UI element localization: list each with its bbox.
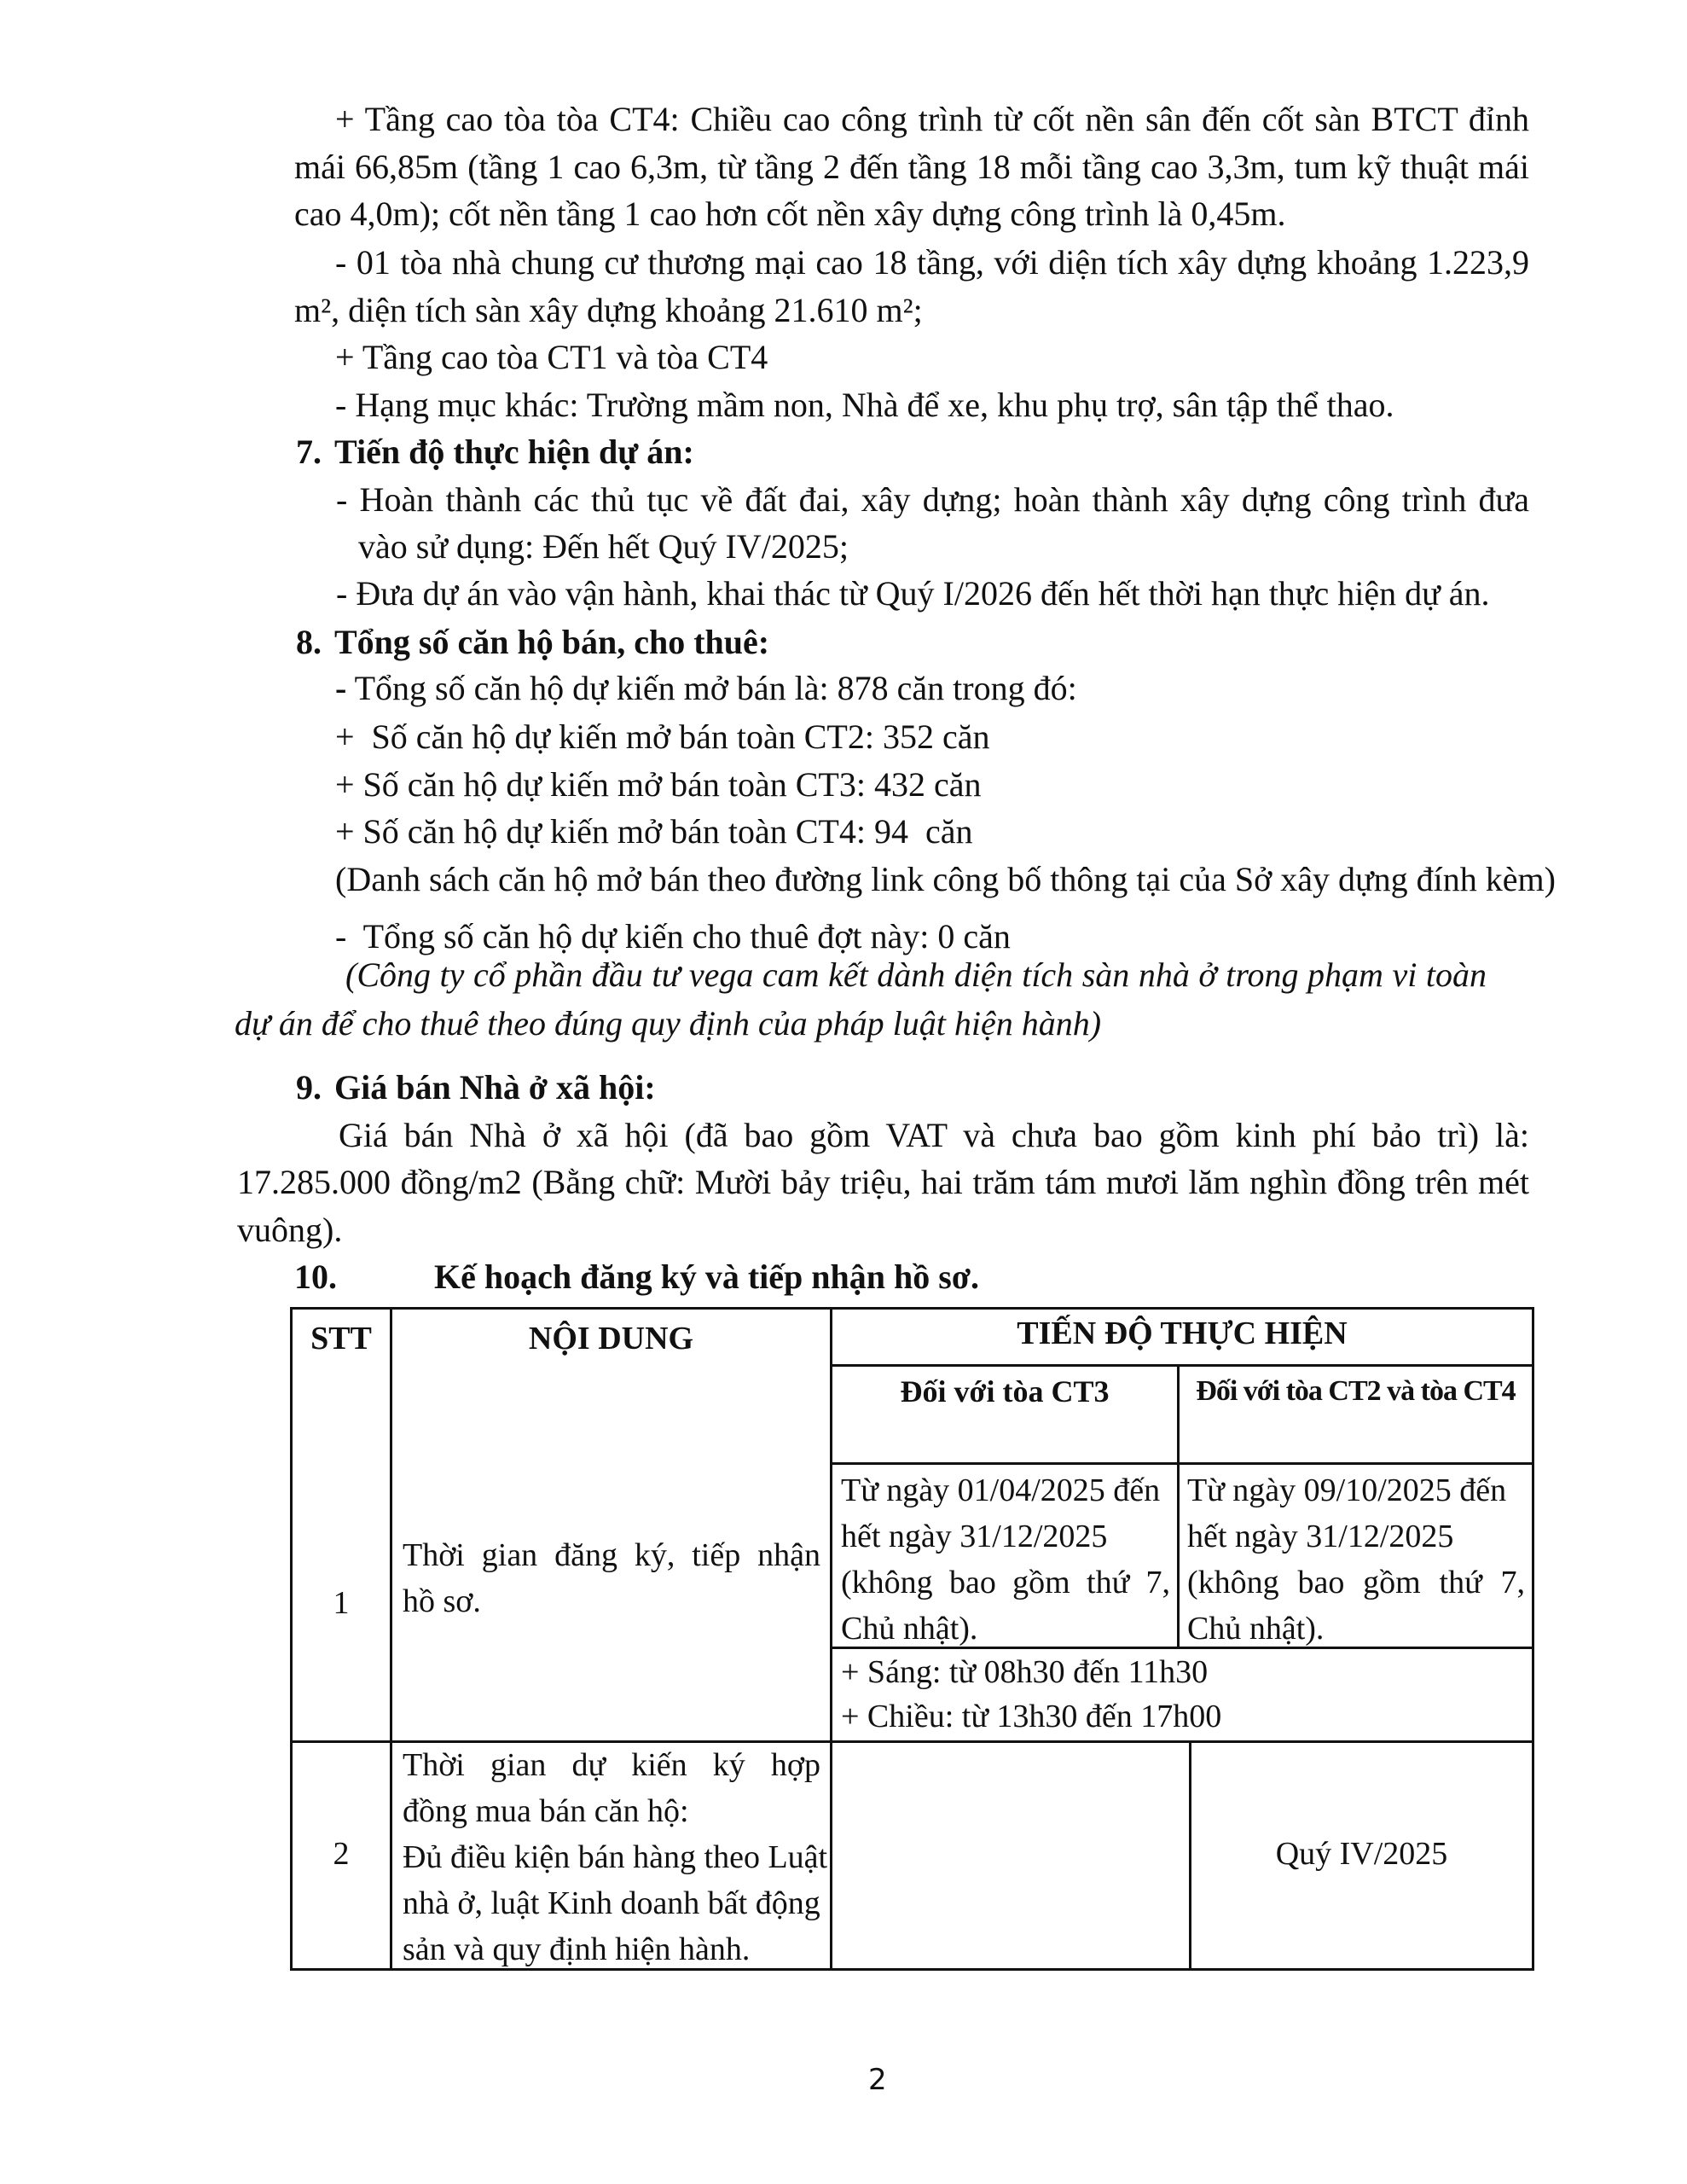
section-title: Tổng số căn hộ bán, cho thuê:: [334, 623, 770, 661]
body-line: vuông).: [237, 1211, 343, 1249]
table-border: [830, 1462, 1534, 1465]
body-line: - Tổng số căn hộ dự kiến cho thuê đợt này: 0 căn: [335, 917, 1011, 956]
section-heading: [296, 1067, 656, 1108]
row2-ct2-ct4-value: Quý IV/2025: [1275, 1836, 1448, 1872]
body-line: + Số căn hộ dự kiến mở bán toàn CT3: 432 căn: [335, 765, 982, 804]
row-content-line: đồng mua bán căn hộ:: [403, 1793, 689, 1829]
ct3-date-line: hết ngày 31/12/2025: [841, 1519, 1108, 1554]
row-content-line: Thời gian đăng ký, tiếp nhận: [403, 1537, 820, 1573]
body-line: vào sử dụng: Đến hết Quý IV/2025;: [358, 527, 849, 566]
ct3-date-line: Chủ nhật).: [841, 1611, 978, 1647]
ct2-ct4-date-line: Chủ nhật).: [1187, 1611, 1325, 1647]
office-hours-line: + Chiều: từ 13h30 đến 17h00: [841, 1699, 1222, 1734]
header-ct3: Đối với tòa CT3: [900, 1374, 1110, 1409]
body-line: + Tầng cao tòa CT1 và tòa CT4: [335, 338, 768, 376]
header-ct2-ct4: Đối với tòa CT2 và tòa CT4: [1196, 1375, 1516, 1407]
total-units-text: Tổng số căn hộ dự kiến mở bán là: 878 căn trong đó:: [354, 669, 1077, 707]
bullet-dash: -: [335, 669, 347, 707]
registration-plan-table: [290, 1307, 1534, 1971]
table-border: [1532, 1307, 1534, 1971]
row-content: [403, 1742, 828, 1972]
body-line: - Đưa dự án vào vận hành, khai thác từ Quý I/2026 đến hết thời hạn thực hiện dự án.: [336, 574, 1490, 613]
row-content: [403, 1532, 820, 1624]
row-content-line: hồ sơ.: [403, 1583, 481, 1619]
ct3-date-line: Từ ngày 01/04/2025 đến: [841, 1472, 1161, 1508]
body-line: [335, 668, 1077, 709]
section-title: Giá bán Nhà ở xã hội:: [334, 1068, 656, 1107]
section-title: Kế hoạch đăng ký và tiếp nhận hồ sơ.: [434, 1258, 979, 1296]
body-line: (Danh sách căn hộ mở bán theo đường link công bố thông tại của Sở xây dựng đính kèm): [335, 860, 1556, 898]
body-line: + Số căn hộ dự kiến mở bán toàn CT4: 94 căn: [335, 812, 973, 851]
body-line: + Tầng cao tòa tòa CT4: Chiều cao công trình từ cốt nền sân đến cốt sàn BTCT đỉnh: [335, 100, 1529, 138]
row-content-line: Thời gian dự kiến ký hợp: [403, 1747, 820, 1783]
section-heading: [296, 622, 769, 663]
table-border: [830, 1364, 1534, 1367]
ct3-date-line: (không bao gồm thứ 7,: [841, 1565, 1170, 1600]
body-line: Giá bán Nhà ở xã hội (đã bao gồm VAT và chưa bao gồm kinh phí bảo trì) là:: [339, 1116, 1529, 1154]
body-line: 17.285.000 đồng/m2 (Bằng chữ: Mười bảy triệu, hai trăm tám mươi lăm nghìn đồng trên mét: [237, 1163, 1529, 1201]
body-line: - Hoàn thành các thủ tục về đất đai, xây dựng; hoàn thành xây dựng công trình đưa: [336, 480, 1529, 519]
table-border: [390, 1307, 392, 1971]
ct2-ct4-date-line: (không bao gồm thứ 7,: [1187, 1565, 1525, 1600]
ct2-ct4-date-line: Từ ngày 09/10/2025 đến: [1187, 1472, 1507, 1508]
section-number: 7.: [296, 433, 322, 471]
ct2-ct4-date-line: hết ngày 31/12/2025: [1187, 1519, 1454, 1554]
row-content-line: sản và quy định hiện hành.: [403, 1931, 751, 1967]
header-stt: STT: [310, 1321, 372, 1356]
office-hours: [841, 1650, 1523, 1739]
office-hours-line: + Sáng: từ 08h30 đến 11h30: [841, 1654, 1209, 1690]
table-border: [290, 1307, 1534, 1310]
header-content: NỘI DUNG: [528, 1321, 694, 1356]
row-stt: 1: [333, 1585, 350, 1621]
body-line: + Số căn hộ dự kiến mở bán toàn CT2: 352 căn: [335, 717, 990, 756]
section-heading: [294, 1257, 979, 1298]
section-title: Tiến độ thực hiện dự án:: [334, 433, 694, 471]
section-heading: [296, 432, 694, 473]
section-number: 10.: [294, 1258, 337, 1296]
page-number: 2: [868, 2063, 887, 2097]
note-line: dự án để cho thuê theo đúng quy định của pháp luật hiện hành): [235, 1004, 1102, 1043]
body-line: cao 4,0m); cốt nền tầng 1 cao hơn cốt nền xây dựng công trình là 0,45m.: [294, 195, 1286, 233]
body-line: mái 66,85m (tầng 1 cao 6,3m, từ tầng 2 đến tầng 18 mỗi tầng cao 3,3m, tum kỹ thuật mái: [294, 148, 1529, 186]
body-line: - 01 tòa nhà chung cư thương mại cao 18 tầng, với diện tích xây dựng khoảng 1.223,9: [335, 243, 1529, 282]
row-content-line: Đủ điều kiện bán hàng theo Luật: [403, 1839, 828, 1875]
body-line: - Hạng mục khác: Trường mầm non, Nhà để xe, khu phụ trợ, sân tập thể thao.: [335, 386, 1394, 424]
ct2-ct4-dates: [1187, 1467, 1525, 1652]
note-line: (Công ty cổ phần đầu tư vega cam kết dành diện tích sàn nhà ở trong phạm vi toàn: [345, 956, 1487, 994]
ct3-dates: [841, 1467, 1170, 1652]
body-line: m², diện tích sàn xây dựng khoảng 21.610 m²;: [294, 291, 923, 329]
header-progress: TIẾN ĐỘ THỰC HIỆN: [1017, 1316, 1348, 1351]
section-number: 9.: [296, 1068, 322, 1107]
section-number: 8.: [296, 623, 322, 661]
row-content-line: nhà ở, luật Kinh doanh bất động: [403, 1885, 820, 1921]
row-stt: 2: [333, 1836, 350, 1872]
